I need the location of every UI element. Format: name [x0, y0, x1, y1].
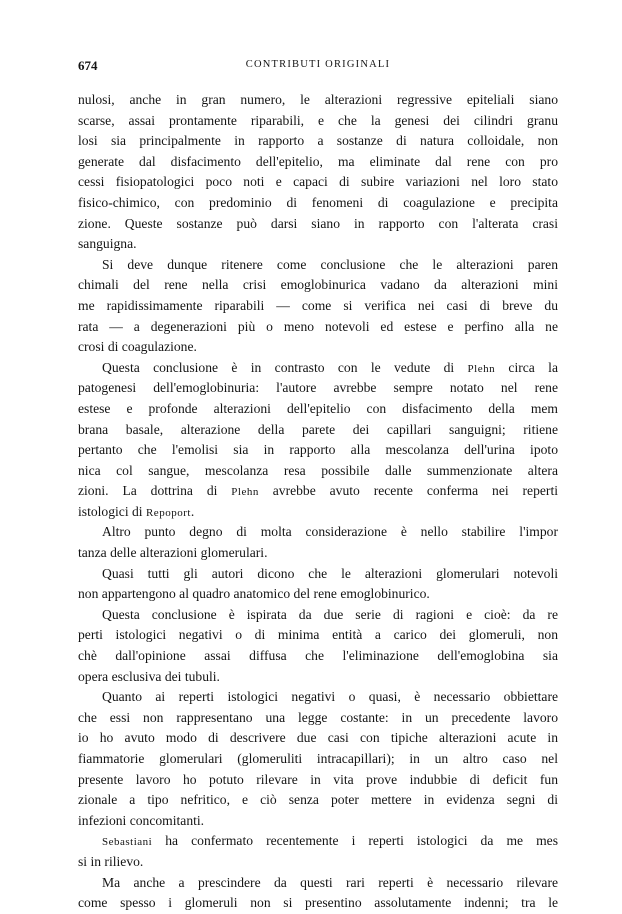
- text-line: [78, 873, 558, 894]
- text-segment: zioni. La dottrina di: [78, 483, 232, 499]
- text-line: [78, 749, 558, 770]
- text-line: [78, 420, 558, 441]
- text-line: [78, 790, 558, 811]
- text-segment: si in rilievo.: [78, 853, 144, 869]
- text-segment: zionale a tipo nefritico, e ciò senza poter mettere in evidenza segni di: [78, 792, 558, 808]
- text-segment: nulosi, anche in gran numero, le alterazioni regressive epiteliali siano: [78, 92, 558, 107]
- text-segment: zione. Queste sostanze può darsi siano in rapporto con l'alterata crasi: [78, 215, 558, 231]
- text-segment: Si deve dunque ritenere come conclusione che le alterazioni paren: [102, 256, 558, 272]
- text-segment: crosi di coagulazione.: [78, 339, 197, 355]
- text-segment: io ho avuto modo di descrivere due casi con tipiche alterazioni acute in: [78, 730, 558, 746]
- text-segment: .: [190, 503, 195, 519]
- small-caps-name: Repoport: [145, 506, 191, 519]
- text-segment: Questa conclusione è ispirata da due serie di ragioni e cioè: da re: [102, 606, 558, 622]
- text-line: [78, 440, 558, 461]
- text-line: [78, 214, 558, 235]
- text-line: [78, 378, 558, 399]
- text-line: [78, 831, 558, 852]
- text-line: [78, 193, 558, 214]
- text-segment: avrebbe avuto recente conferma nei reperti: [258, 483, 558, 499]
- text-segment: sanguigna.: [78, 236, 137, 252]
- text-line: [78, 646, 558, 667]
- text-line: [78, 770, 558, 791]
- text-line: [78, 131, 558, 152]
- text-line: [78, 172, 558, 193]
- text-segment: tanza delle alterazioni glomerulari.: [78, 545, 268, 561]
- text-line: [78, 728, 558, 749]
- text-line: [78, 255, 558, 276]
- text-segment: circa la: [495, 359, 558, 375]
- text-segment: ha confermato recentemente i reperti istologici da me mes: [152, 833, 558, 849]
- text-segment: estese e profonde alterazioni dell'epitelio con disfacimento della mem: [78, 400, 558, 416]
- text-line: [78, 667, 558, 688]
- text-segment: istologici di: [78, 503, 146, 519]
- text-segment: brana basale, alterazione della parete dei capillari sanguigni; ritiene: [78, 421, 558, 437]
- body-text: [78, 90, 558, 914]
- text-line: [78, 399, 558, 420]
- text-line: [78, 234, 558, 255]
- text-segment: come spesso i glomeruli non si presentino assolutamente indenni; tra le: [78, 895, 558, 911]
- text-segment: fiammatorie glomerulari (glomeruliti intracapillari); in un altro caso nel: [78, 751, 558, 766]
- text-line: [78, 564, 558, 585]
- text-line: [78, 111, 558, 132]
- text-segment: rata — a degenerazioni più o meno notevoli ed estese e perfino alla ne: [78, 318, 558, 334]
- text-segment: perti istologici negativi o di minima entità a carico dei glomeruli, non: [78, 627, 558, 643]
- text-segment: fisico-chimico, con predominio di fenomeni di coagulazione e precipita: [78, 194, 558, 210]
- small-caps-name: Plehn: [231, 486, 259, 499]
- text-line: [78, 358, 558, 379]
- text-segment: Questa conclusione è in contrasto con le vedute di: [102, 359, 468, 375]
- text-segment: scarse, assai prontamente riparabili, e che la genesi dei cilindri granu: [78, 112, 558, 128]
- text-line: [78, 708, 558, 729]
- text-line: [78, 461, 558, 482]
- page-header: [78, 58, 558, 76]
- text-segment: me rapidissimamente riparabili — come si verifica nei casi di breve du: [78, 297, 558, 313]
- text-segment: che essi non rappresentano una legge costante: in un precedente lavoro: [78, 709, 558, 725]
- text-line: [78, 502, 558, 523]
- text-line: [78, 317, 558, 338]
- text-segment: nica col sangue, mescolanza resa possibile dalle summenzionate altera: [78, 462, 558, 478]
- text-segment: losi sia principalmente in rapporto a sostanze di natura colloidale, non: [78, 133, 558, 149]
- page-number: 674: [78, 58, 98, 73]
- text-segment: chè dall'opinione assai diffusa che l'eliminazione dell'emoglobina sia: [78, 648, 558, 664]
- text-line: [78, 605, 558, 626]
- text-segment: chimali del rene nella crisi emoglobinurica vadano da alterazioni mini: [78, 277, 558, 293]
- text-segment: cessi fisiopatologici poco noti e capaci di subire variazioni nel loro stato: [78, 174, 558, 190]
- small-caps-name: Sebastiani: [102, 836, 153, 849]
- text-line: [78, 275, 558, 296]
- text-segment: non appartengono al quadro anatomico del rene emoglobinurico.: [78, 586, 430, 602]
- text-line: [78, 584, 558, 605]
- text-line: [78, 687, 558, 708]
- text-line: [78, 152, 558, 173]
- text-line: [78, 625, 558, 646]
- running-title: CONTRIBUTI ORIGINALI: [245, 59, 391, 70]
- small-caps-name: Plehn: [467, 362, 496, 375]
- text-segment: patogenesi dell'emoglobinuria: l'autore avrebbe sempre notato nel rene: [78, 380, 558, 396]
- text-line: [78, 852, 558, 873]
- text-segment: Altro punto degno di molta considerazione è nello stabilire l'impor: [102, 524, 558, 540]
- text-segment: generate dal disfacimento dell'epitelio, ma eliminate dal rene con pro: [78, 153, 558, 169]
- text-line: [78, 481, 558, 502]
- text-segment: Ma anche a prescindere da questi rari reperti è necessario rilevare: [102, 874, 558, 890]
- text-line: [78, 893, 558, 914]
- text-line: [78, 543, 558, 564]
- text-segment: Quanto ai reperti istologici negativi o quasi, è necessario obbiettare: [102, 689, 558, 705]
- text-segment: Quasi tutti gli autori dicono che le alterazioni glomerulari notevoli: [102, 565, 558, 581]
- text-segment: pertanto che l'emolisi sia in rapporto alla mescolanza dell'urina ipoto: [78, 442, 558, 458]
- text-segment: opera esclusiva dei tubuli.: [78, 668, 220, 684]
- text-line: [78, 522, 558, 543]
- text-line: [78, 337, 558, 358]
- text-line: [78, 811, 558, 832]
- text-segment: infezioni concomitanti.: [78, 812, 205, 828]
- text-line: [78, 296, 558, 317]
- text-segment: presente lavoro ho potuto rilevare in vita prove indubbie di deficit fun: [78, 771, 558, 787]
- text-line: [78, 90, 558, 111]
